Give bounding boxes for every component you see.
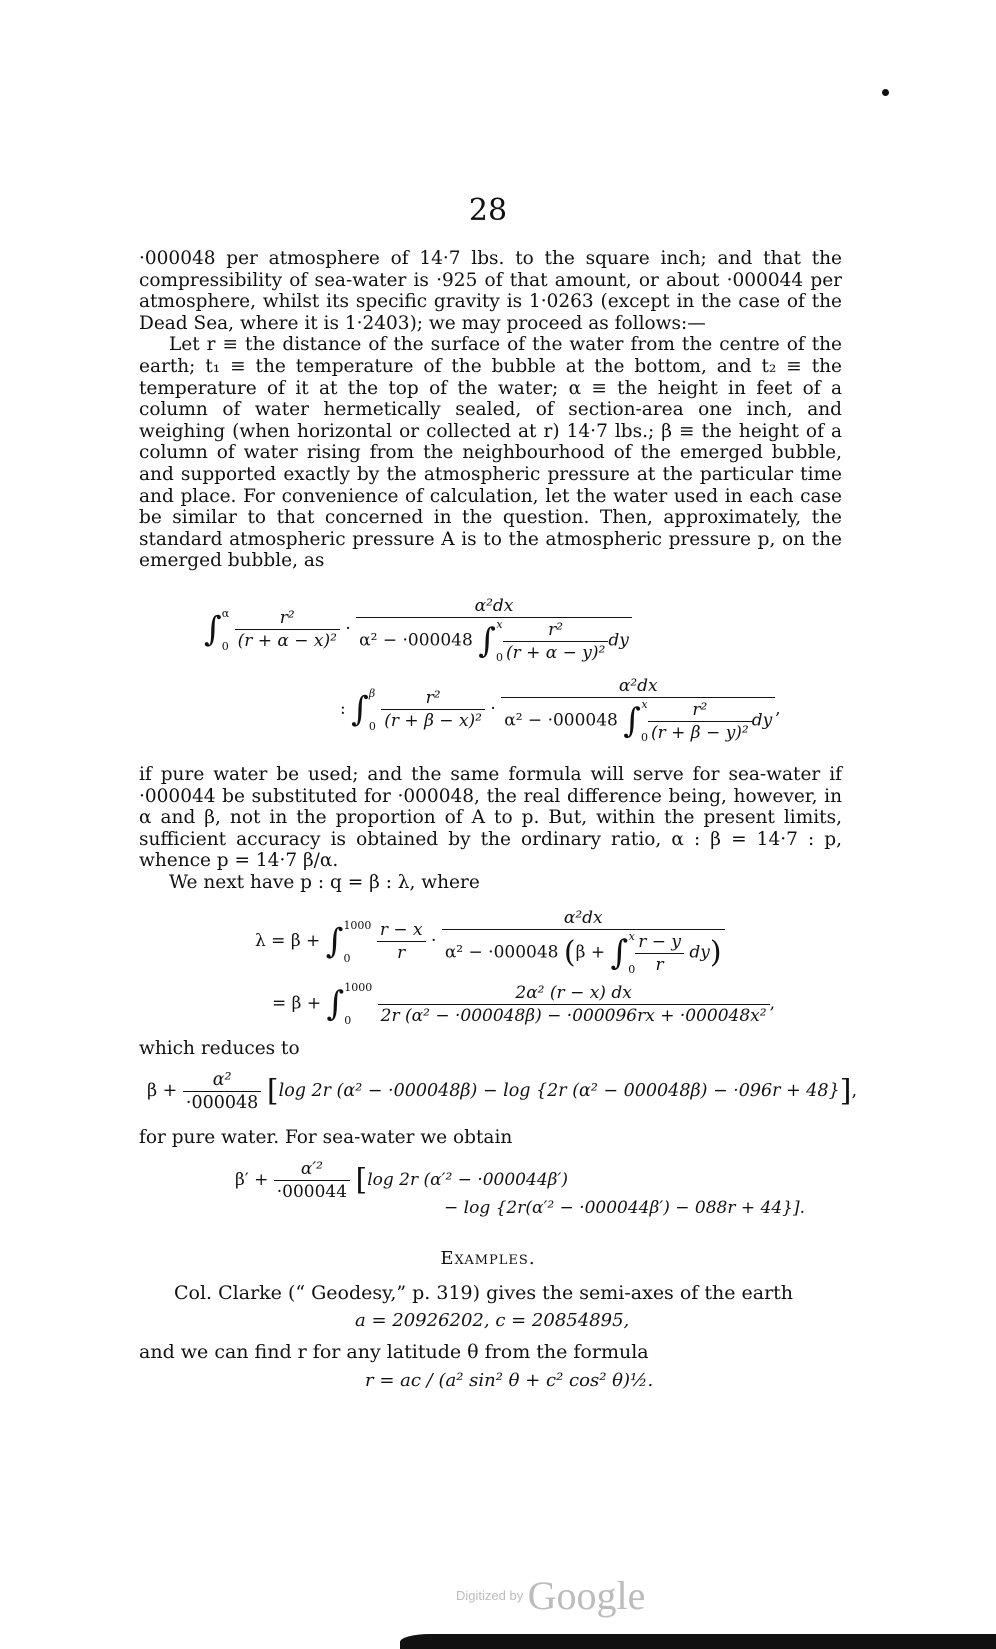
paragraph-1: ·000048 per atmosphere of 14·7 lbs. to the square inch; and that the compressibility of sea-water is ·925 of that amount, or about ·000044 per atmosphere, whilst its specific gravity is 1·0263 (except in the case of the Dead Sea, where it is 1·2403); we may proceed as follows:— [139,248,842,334]
paragraph-4: We next have p : q = β : λ, where [169,871,480,893]
examples-line-3: and we can find r for any latitude θ from the formula [139,1341,649,1363]
paragraph-5-block [139,1038,842,1060]
ink-dot [882,89,889,96]
paragraph-6: for pure water. For sea-water we obtain [139,1127,513,1148]
equation-lambda-2: = β + ∫ 1000 0 $\frac{\text{2α² (r − x) dx}}{\text{2r (α² − ·000048β) − ·000096rx + ·000048x²}}$ , [272,981,775,1027]
paragraph-intro [139,248,842,572]
equation-pressure-ratio-2: : ∫ β 0 $\frac{\text{r²}}{\text{(r + β − x)²}}$ · α²dx α² − ·000048 ∫ x 0 $\frac{\text{r²}}{\text{(r + β − y)²}}$ dy , [340,676,781,744]
integral-sign: ∫ [204,609,222,650]
paragraph-3-block [139,764,842,894]
paragraph-2: Let r ≡ the distance of the surface of the water from the centre of the earth; t₁ ≡ the temperature of the bubble at the bottom, and t₂ ≡ the temperature of it at the top of the water; α ≡ the height in feet of a column of water hermetically sealed, of section-area one inch, and weighing (when horizontal or collected at r) 14·7 lbs.; β ≡ the height of a column of water rising from the neighbourhood of the emerged bubble, and supported exactly by the atmospheric pressure at the particular time and place. For convenience of calculation, let the water used in each case be similar to that concerned in the question. Then, approximately, the standard atmospheric pressure A is to the atmospheric pressure p, on the emerged bubble, as [139,334,842,572]
scan-edge-shadow [400,1634,996,1649]
equation-sea-water-2: − log {2r(α′² − ·000044β′) − 088r + 44}]. [444,1198,805,1218]
equation-sea-water-1: β′ + $\frac{\text{α′²}}{\cdot 000044}$ [log 2r (α′² − ·000044β′) [235,1159,568,1202]
examples-line-2: a = 20926202, c = 20854895, [355,1310,630,1331]
equation-reduction: β + $\frac{\text{α²}}{\cdot 000048}$ [log 2r (α² − ·000048β) − log {2r (α² − 000048β) − ·096r + 48}], [147,1070,858,1113]
paragraph-3: if pure water be used; and the same formula will serve for sea-water if ·000044 be substituted for ·000048, the real difference being, however, in α and β, not in the proportion of A to p. But, within the present limits, sufficient accuracy is obtained by the ordinary ratio, α : β = 14·7 : p, whence p = 14·7 β/α. [139,764,842,872]
google-logo: Google [527,1573,646,1618]
digitized-by-text: Digitized by [456,1588,524,1603]
equation-lambda-1: λ = β + ∫ 1000 0 $\frac{r - x}{r}$ · α²dx α² − ·000048 (β + ∫ x 0 $\frac{r - y}{r}$ dy) [255,908,725,975]
examples-heading: Examples. [440,1248,536,1269]
page-number: 28 [468,193,508,228]
equation-pressure-ratio-1: ∫ α 0 $\frac{\text{r²}}{\text{(r + α − x)²}}$ · α²dx α² − ·000048 ∫ x 0 $\frac{\text{r²}}{\text{(r + α − y)²}}$ dy [204,596,632,663]
paragraph-5: which reduces to [139,1038,300,1059]
digitized-watermark [456,1572,645,1619]
paragraph-6-block [139,1127,842,1149]
examples-line-4: r = ac / (a² sin² θ + c² cos² θ)½. [365,1370,654,1391]
examples-line-1: Col. Clarke (“ Geodesy,” p. 319) gives the semi-axes of the earth [174,1282,794,1304]
